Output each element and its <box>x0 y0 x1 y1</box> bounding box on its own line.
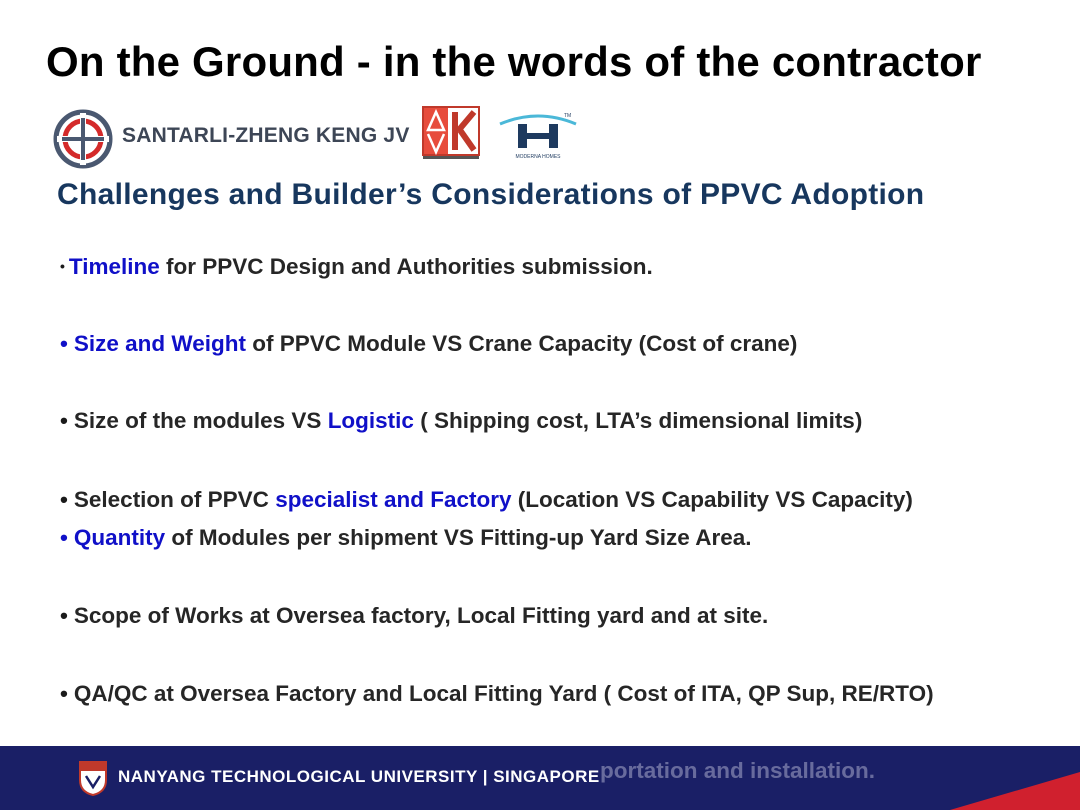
jv-name: SANTARLI-ZHENG KENG JV <box>122 124 410 147</box>
modern-homes-caption: MODERNA HOMES <box>515 154 561 160</box>
ntu-crest-icon <box>78 760 108 796</box>
bullet-logistic <box>60 408 862 434</box>
bullet-highlight: Logistic <box>327 408 414 433</box>
bullet-marker: • <box>60 681 68 706</box>
bullet-marker: • <box>60 487 68 512</box>
bullet-text-before: Selection of PPVC <box>73 487 276 512</box>
bullet-highlight: Size and Weight <box>73 331 246 356</box>
footer-university-name: NANYANG TECHNOLOGICAL UNIVERSITY | SINGAPORE <box>118 767 600 786</box>
slide-subtitle: Challenges and Builder’s Considerations of PPVC Adoption <box>57 178 925 211</box>
bullet-marker: • <box>60 408 68 433</box>
santarli-logo-icon <box>52 108 114 170</box>
bullet-highlight: Timeline <box>68 254 160 279</box>
bullet-marker: • <box>60 603 68 628</box>
bullet-marker: • <box>60 258 65 274</box>
bullet-text: of PPVC Module VS Crane Capacity (Cost of crane) <box>246 331 798 356</box>
bullet-timeline <box>60 254 653 280</box>
overflow-bullet-text: portation and installation. <box>600 758 875 783</box>
bullet-text: ( Shipping cost, LTA’s dimensional limits) <box>413 408 863 433</box>
bullet-scope <box>60 603 768 629</box>
slide-title: On the Ground - in the words of the contractor <box>46 38 982 85</box>
bullet-highlight: Quantity <box>73 525 166 550</box>
bullet-text: QA/QC at Oversea Factory and Local Fitting Yard ( Cost of ITA, QP Sup, RE/RTO) <box>73 681 934 706</box>
footer-bar <box>0 746 1080 810</box>
bullet-specialist <box>60 487 913 513</box>
bullet-qaqc <box>60 681 934 707</box>
tm-mark: TM <box>564 113 572 119</box>
bullet-marker: • <box>60 525 68 550</box>
modern-homes-logo-icon <box>492 106 584 160</box>
kv-logo-icon <box>422 106 480 160</box>
bullet-text-before: Size of the modules VS <box>73 408 328 433</box>
bullet-text: for PPVC Design and Authorities submission. <box>159 254 653 279</box>
bullet-highlight: specialist and Factory <box>275 487 512 512</box>
bullet-marker: • <box>60 331 68 356</box>
partner-logos <box>52 104 612 168</box>
bullet-text: Scope of Works at Oversea factory, Local Fitting yard and at site. <box>73 603 769 628</box>
bullet-text: (Location VS Capability VS Capacity) <box>511 487 913 512</box>
bullet-text: of Modules per shipment VS Fitting-up Yard Size Area. <box>165 525 752 550</box>
bullet-quantity <box>60 525 752 551</box>
bullet-size-weight <box>60 331 797 357</box>
